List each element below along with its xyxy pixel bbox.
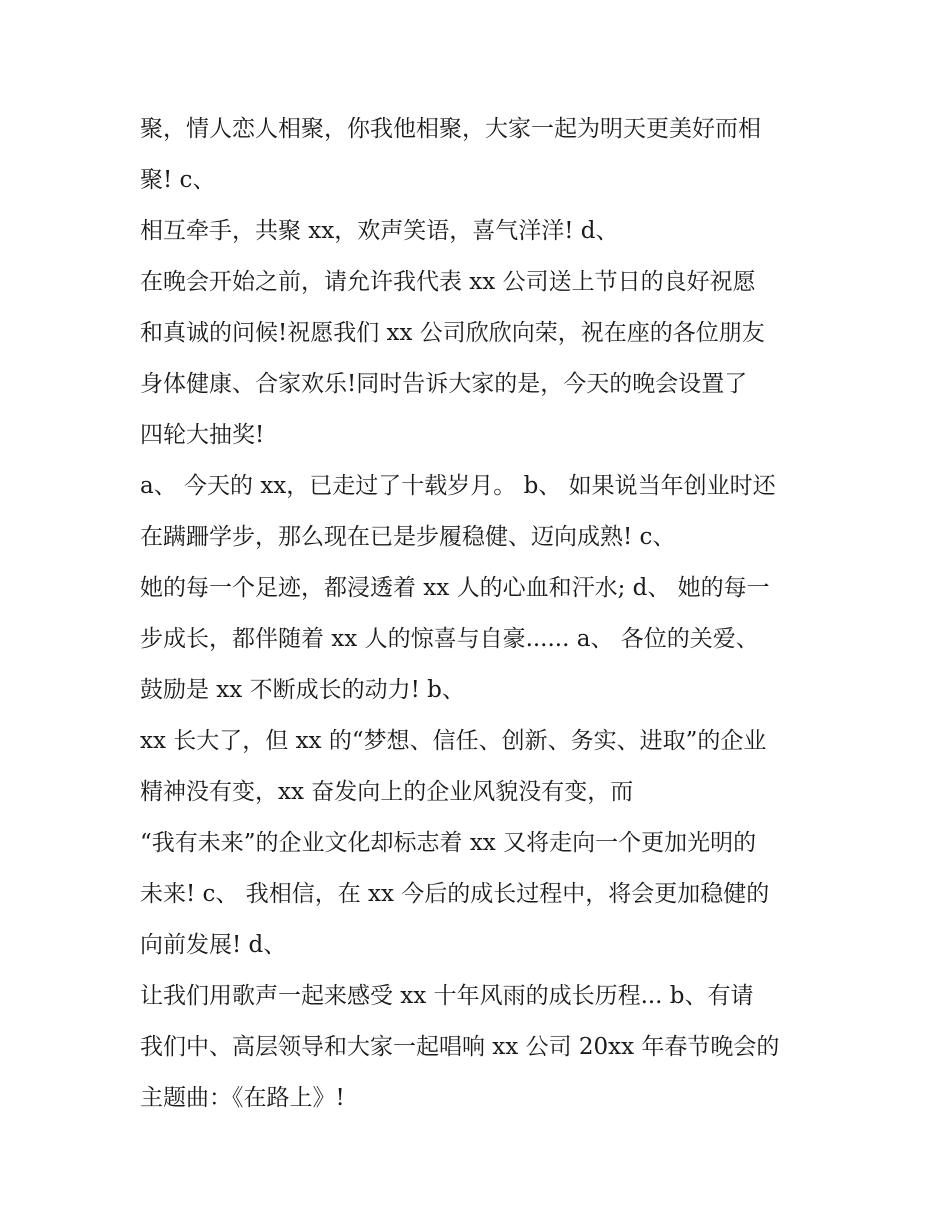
text-line: 我们中、高层领导和大家一起唱响 xx 公司 20xx 年春节晚会的: [140, 1034, 780, 1060]
body-text: [140, 104, 830, 1124]
text-line: 她的每一个足迹，都浸透着 xx 人的心血和汗水; d、 她的每一: [140, 575, 770, 601]
text-line: 主题曲：《在路上》!: [140, 1085, 345, 1111]
text-line: 未来! c、 我相信，在 xx 今后的成长过程中，将会更加稳健的: [140, 881, 770, 907]
text-line: 聚，情人恋人相聚，你我他相聚，大家一起为明天更美好而相: [140, 116, 761, 142]
text-line: 在蹒跚学步，那么现在已是步履稳健、迈向成熟! c、: [140, 524, 676, 550]
text-line: “我有未来”的企业文化却标志着 xx 又将走向一个更加光明的: [140, 830, 757, 856]
text-line: 精神没有变，xx 奋发向上的企业风貌没有变，而: [140, 779, 634, 805]
text-line: xx 长大了，但 xx 的“梦想、信任、创新、务实、进取”的企业: [140, 728, 767, 754]
text-line: 和真诚的问候!祝愿我们 xx 公司欣欣向荣，祝在座的各位朋友: [140, 320, 765, 346]
text-line: 让我们用歌声一起来感受 xx 十年风雨的成长历程... b、有请: [140, 983, 754, 1009]
text-line: 相互牵手，共聚 xx，欢声笑语，喜气洋洋! d、: [140, 218, 619, 244]
text-line: a、 今天的 xx，已走过了十载岁月。 b、 如果说当年创业时还: [140, 473, 776, 499]
text-line: 在晚会开始之前，请允许我代表 xx 公司送上节日的良好祝愿: [140, 269, 756, 295]
text-line: 步成长，都伴随着 xx 人的惊喜与自豪...... a、 各位的关爱、: [140, 626, 759, 652]
text-line: 聚! c、: [140, 167, 216, 193]
text-line: 鼓励是 xx 不断成长的动力! b、: [140, 677, 465, 703]
text-line: 身体健康、合家欢乐!同时告诉大家的是，今天的晚会设置了: [140, 371, 748, 397]
text-line: 向前发展! d、: [140, 932, 287, 958]
text-line: 四轮大抽奖!: [140, 422, 265, 448]
